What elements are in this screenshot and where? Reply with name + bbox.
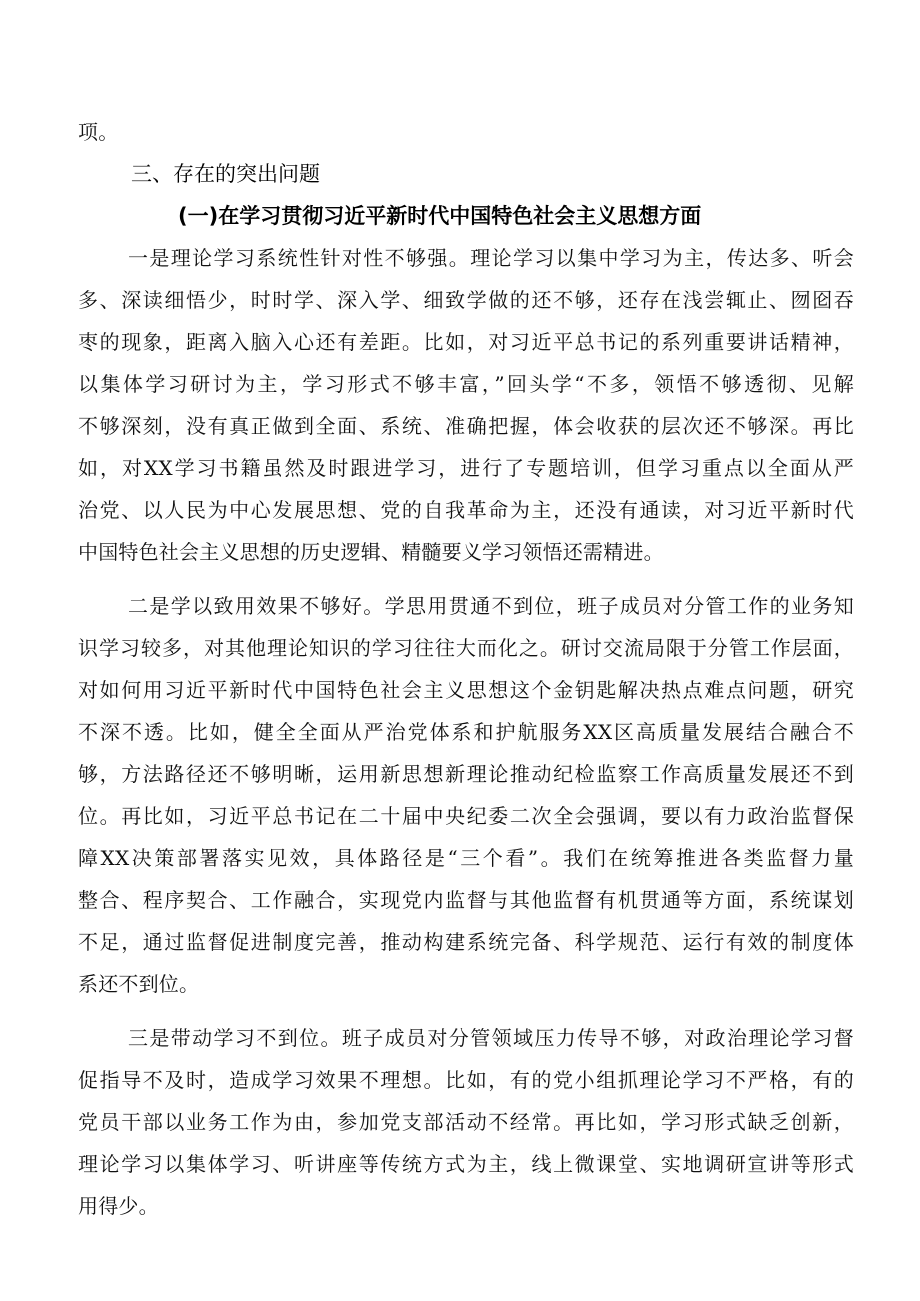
paragraph-3-line: 用得少。 <box>78 1194 159 1218</box>
paragraph-2-line: 识学习较多，对其他理论知识的学习往往大而化之。研讨交流局限于分管工作层面， <box>78 636 854 660</box>
paragraph-2-line: 够，方法路径还不够明晰，运用新思想新理论推动纪检监察工作高质量发展还不到 <box>78 762 854 786</box>
paragraph-1-line: 一是理论学习系统性针对性不够强。理论学习以集中学习为主，传达多、听会 <box>128 246 854 270</box>
paragraph-1-line: 中国特色社会主义思想的历史逻辑、精髓要义学习领悟还需精进。 <box>78 540 664 564</box>
paragraph-1-line: 不够深刻，没有真正做到全面、系统、准确把握，体会收获的层次还不够深。再比 <box>78 414 854 438</box>
carry-over-line: 项。 <box>78 120 119 144</box>
section-title: 三、存在的突出问题 <box>131 162 320 186</box>
paragraph-1-line: 治党、以人民为中心发展思想、党的自我革命为主，还没有通读，对习近平新时代 <box>78 498 854 522</box>
paragraph-2-line: 不足，通过监督促进制度完善，推动构建系统完备、科学规范、运行有效的制度体 <box>78 930 854 954</box>
paragraph-1-line: 多、深读细悟少，时时学、深入学、细致学做的还不够，还存在浅尝辄止、囫囵吞 <box>78 288 854 312</box>
paragraph-2-line: 障XX决策部署落实见效，具体路径是“三个看”。我们在统筹推进各类监督力量 <box>78 846 854 870</box>
subsection-title: (一)在学习贯彻习近平新时代中国特色社会主义思想方面 <box>178 204 702 228</box>
paragraph-1-line: 以集体学习研讨为主，学习形式不够丰富，”回头学“不多，领悟不够透彻、见解 <box>78 372 854 396</box>
paragraph-2-line: 整合、程序契合、工作融合，实现党内监督与其他监督有机贯通等方面，系统谋划 <box>78 888 854 912</box>
paragraph-1-line: 如，对XX学习书籍虽然及时跟进学习，进行了专题培训，但学习重点以全面从严 <box>78 456 854 480</box>
paragraph-3-line: 理论学习以集体学习、听讲座等传统方式为主，线上微课堂、实地调研宣讲等形式 <box>78 1152 854 1176</box>
paragraph-1-line: 枣的现象，距离入脑入心还有差距。比如，对习近平总书记的系列重要讲话精神， <box>78 330 854 354</box>
paragraph-2-line: 位。再比如，习近平总书记在二十届中央纪委二次全会强调，要以有力政治监督保 <box>78 804 854 828</box>
paragraph-3-line: 党员干部以业务工作为由，参加党支部活动不经常。再比如，学习形式缺乏创新， <box>78 1110 854 1134</box>
paragraph-2-line: 系还不到位。 <box>78 972 200 996</box>
paragraph-3-line: 促指导不及时，造成学习效果不理想。比如，有的党小组抓理论学习不严格，有的 <box>78 1068 854 1092</box>
paragraph-2-line: 对如何用习近平新时代中国特色社会主义思想这个金钥匙解决热点难点问题，研究 <box>78 678 854 702</box>
paragraph-2-line: 二是学以致用效果不够好。学思用贯通不到位，班子成员对分管工作的业务知 <box>128 594 854 618</box>
paragraph-3-line: 三是带动学习不到位。班子成员对分管领域压力传导不够，对政治理论学习督 <box>128 1026 854 1050</box>
paragraph-2-line: 不深不透。比如，健全全面从严治党体系和护航服务XX区高质量发展结合融合不 <box>78 720 854 744</box>
